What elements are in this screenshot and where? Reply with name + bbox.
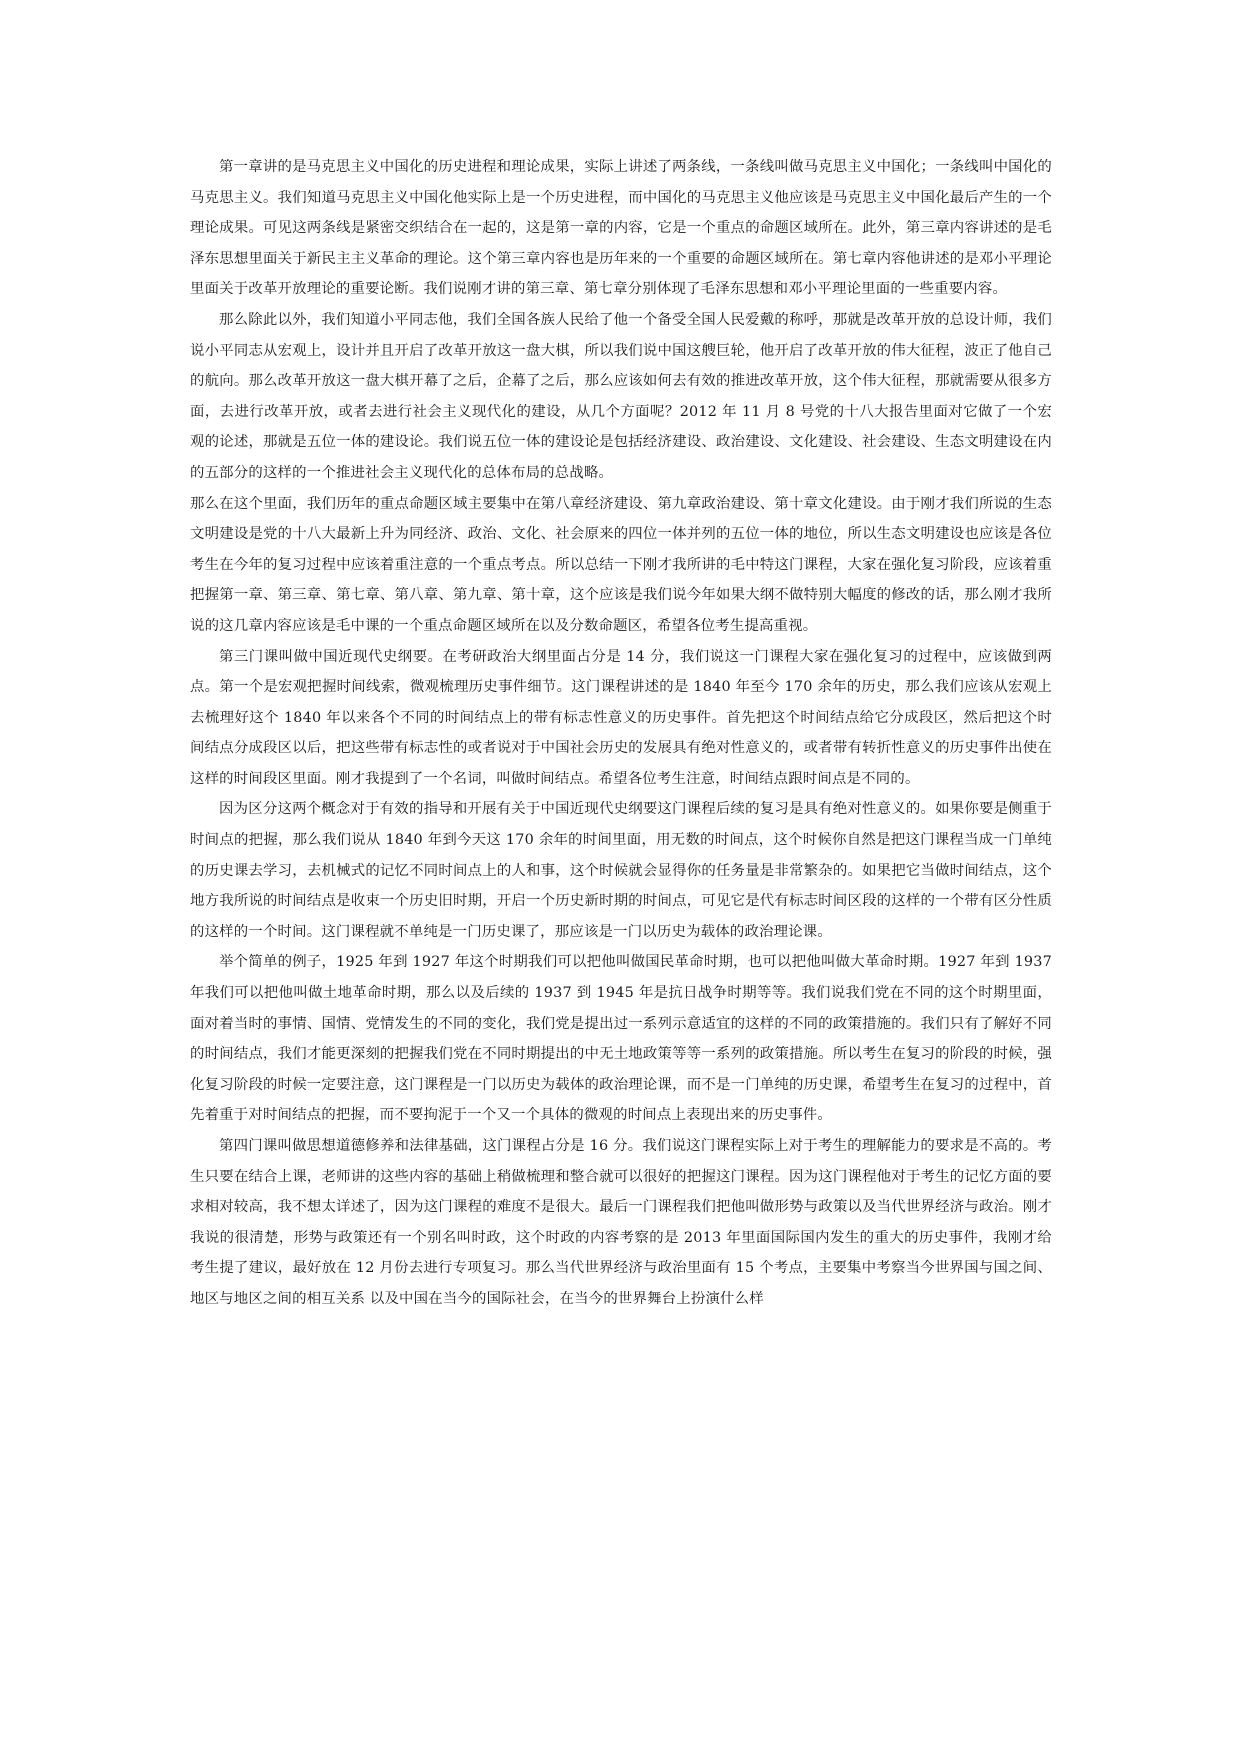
paragraph-5: 因为区分这两个概念对于有效的指导和开展有关于中国近现代史纲要这门课程后续的复习是具有绝对性意义的。如果你要是侧重于时间点的把握，那么我们说从 1840 年到今天这 170 余年的时间里面，用无数的时间点，这个时候你自然是把这门课程当成一门单纯的历史课去学习，去机械式的记忆不同时间点上的人和事，这个时候就会显得你的任务量是非常繁杂的。如果把它当做时间结点，这个地方我所说的时间结点是收束一个历史旧时期，开启一个历史新时期的时间点，可见它是代有标志时间区段的这样的一个带有区分性质的这样的一个时间。这门课程就不单纯是一门历史课了，那应该是一门以历史为载体的政治理论课。 [190,801,1052,940]
paragraph-7: 第四门课叫做思想道德修养和法律基础，这门课程占分是 16 分。我们说这门课程实际上对于考生的理解能力的要求是不高的。考生只要在结合上课，老师讲的这些内容的基础上稍做梳理和整合就可以很好的把握这门课程。因为这门课程他对于考生的记忆方面的要求相对较高，我不想太详述了，因为这门课程的难度不是很大。最后一门课程我们把他叫做形势与政策以及当代世界经济与政治。刚才我说的很清楚，形势与政策还有一个别名叫时政，这个时政的内容考察的是 2013 年里面国际国内发生的重大的历史事件，我刚才给考生提了建议，最好放在 12 月份去进行专项复习。那么当代世界经济与政治里面有 15 个考点，主要集中考察当今世界国与国之间、地区与地区之间的相互关系 以及中国在当今的国际社会，在当今的世界舞台上扮演什么样 [190,1138,1052,1307]
paragraph-6: 举个简单的例子，1925 年到 1927 年这个时期我们可以把他叫做国民革命时期，也可以把他叫做大革命时期。1927 年到 1937 年我们可以把他叫做土地革命时期，那么以及后续的 1937 到 1945 年是抗日战争时期等等。我们说我们党在不同的这个时期里面，面对着当时的事情、国情、党情发生的不同的变化，我们党是提出过一系列示意适宜的这样的不同的政策措施的。我们只有了解好不同的时间结点，我们才能更深刻的把握我们党在不同时期提出的中无土地政策等等一系列的政策措施。所以考生在复习的阶段的时候，强化复习阶段的时候一定要注意，这门课程是一门以历史为载体的政治理论课，而不是一门单纯的历史课，希望考生在复习的过程中，首先着重于对时间结点的把握，而不要拘泥于一个又一个具体的微观的时间点上表现出来的历史事件。 [190,954,1052,1124]
paragraph-1: 第一章讲的是马克思主义中国化的历史进程和理论成果，实际上讲述了两条线，一条线叫做马克思主义中国化；一条线叫中国化的马克思主义。我们知道马克思主义中国化他实际上是一个历史进程，而中国化的马克思主义他应该是马克思主义中国化最后产生的一个理论成果。可见这两条线是紧密交织结合在一起的，这是第一章的内容，它是一个重点的命题区域所在。此外，第三章内容讲述的是毛泽东思想里面关于新民主主义革命的理论。这个第三章内容也是历年来的一个重要的命题区域所在。第七章内容他讲述的是邓小平理论里面关于改革开放理论的重要论断。我们说刚才讲的第三章、第七章分别体现了毛泽东思想和邓小平理论里面的一些重要内容。 [190,159,1052,298]
document-body [190,152,1052,1315]
paragraph-3: 那么在这个里面，我们历年的重点命题区域主要集中在第八章经济建设、第九章政治建设、第十章文化建设。由于刚才我们所说的生态文明建设是党的十八大最新上升为同经济、政治、文化、社会原来的四位一体并列的五位一体的地位，所以生态文明建设也应该是各位考生在今年的复习过程中应该着重注意的一个重点考点。所以总结一下刚才我所讲的毛中特这门课程，大家在强化复习阶段，应该着重把握第一章、第三章、第七章、第八章、第九章、第十章，这个应该是我们说今年如果大纲不做特别大幅度的修改的话，那么刚才我所说的这几章内容应该是毛中课的一个重点命题区域所在以及分数命题区，希望各位考生提高重视。 [190,495,1052,634]
paragraph-2: 那么除此以外，我们知道小平同志他，我们全国各族人民给了他一个备受全国人民爱戴的称呼，那就是改革开放的总设计师，我们说小平同志从宏观上，设计并且开启了改革开放这一盘大棋，所以我们说中国这艘巨轮，他开启了改革开放的伟大征程，波正了他自己的航向。那么改革开放这一盘大棋开幕了之后，企幕了之后，那么应该如何去有效的推进改革开放，这个伟大征程，那就需要从很多方面，去进行改革开放，或者去进行社会主义现代化的建设，从几个方面呢？2012 年 11 月 8 号党的十八大报告里面对它做了一个宏观的论述，那就是五位一体的建设论。我们说五位一体的建设论是包括经济建设、政治建设、文化建设、社会建设、生态文明建设在内的五部分的这样的一个推进社会主义现代化的总体布局的总战略。 [190,311,1052,481]
paragraph-4: 第三门课叫做中国近现代史纲要。在考研政治大纲里面占分是 14 分，我们说这一门课程大家在强化复习的过程中，应该做到两点。第一个是宏观把握时间线索，微观梳理历史事件细节。这门课程讲述的是 1840 年至今 170 余年的历史，那么我们应该从宏观上去梳理好这个 1840 年以来各个不同的时间结点上的带有标志性意义的历史事件。首先把这个时间结点给它分成段区，然后把这个时间结点分成段区以后，把这些带有标志性的或者说对于中国社会历史的发展具有绝对性意义的，或者带有转折性意义的历史事件出使在这样的时间段区里面。刚才我提到了一个名词，叫做时间结点。希望各位考生注意，时间结点跟时间点是不同的。 [190,648,1052,787]
